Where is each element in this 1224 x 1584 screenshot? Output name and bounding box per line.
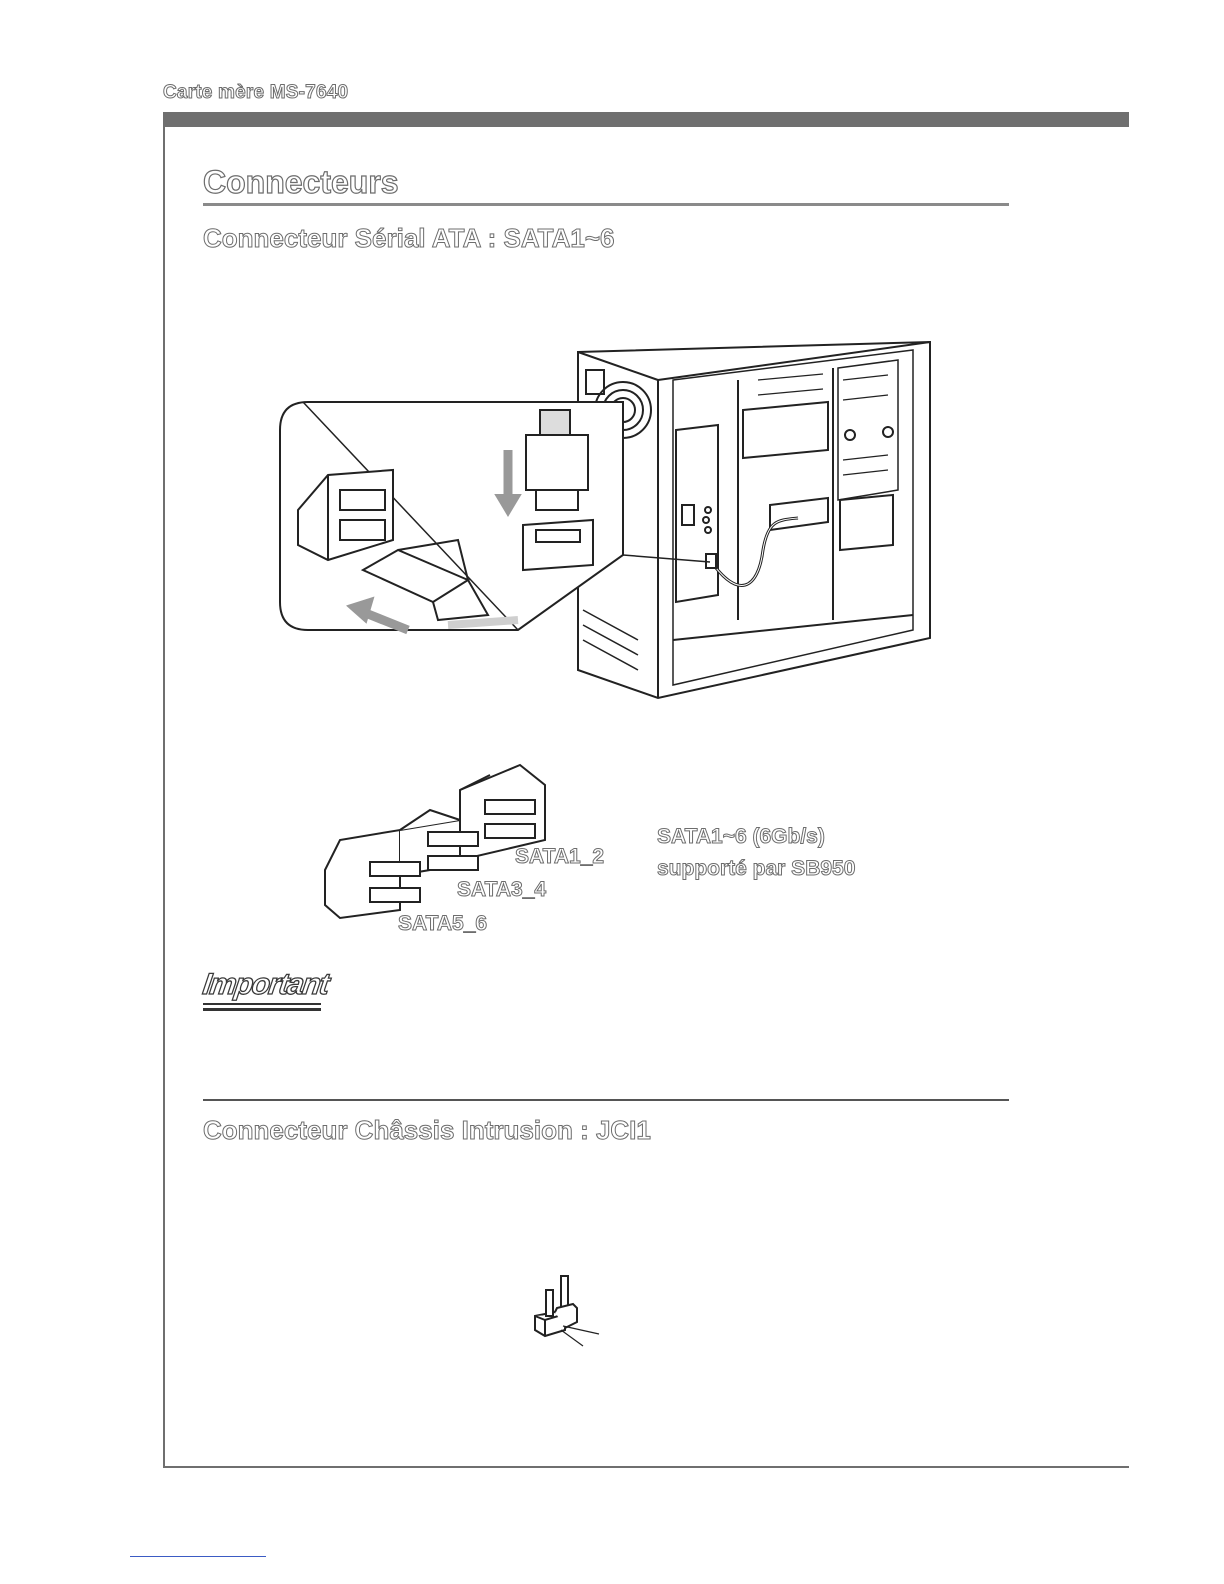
sata3-4-label: SATA3_4 xyxy=(457,878,547,901)
section-title: Connecteurs xyxy=(203,164,399,200)
footer-link-underline xyxy=(130,1556,266,1557)
section-divider xyxy=(203,1099,1009,1101)
important-label: Important xyxy=(200,968,331,1001)
header-bar xyxy=(163,112,1129,127)
sata-speed-spec: SATA1~6 (6Gb/s) xyxy=(657,825,825,848)
jci1-pin-header-illustration xyxy=(525,1268,605,1358)
jci-connector-title: Connecteur Châssis Intrusion : JCI1 xyxy=(203,1115,651,1145)
left-margin-rule xyxy=(163,112,165,1468)
sata5-6-label: SATA5_6 xyxy=(398,912,488,935)
sata-connector-title: Connecteur Sérial ATA : SATA1~6 xyxy=(203,223,615,253)
important-underline xyxy=(203,1003,321,1005)
section-rule xyxy=(203,203,1009,206)
page-header-title: Carte mère MS-7640 xyxy=(163,82,349,103)
sata1-2-label: SATA1_2 xyxy=(515,845,605,868)
important-underline-thick xyxy=(203,1008,321,1011)
sata-chipset-spec: supporté par SB950 xyxy=(657,857,856,880)
bottom-rule xyxy=(163,1466,1129,1468)
sata-installation-illustration xyxy=(278,340,938,700)
